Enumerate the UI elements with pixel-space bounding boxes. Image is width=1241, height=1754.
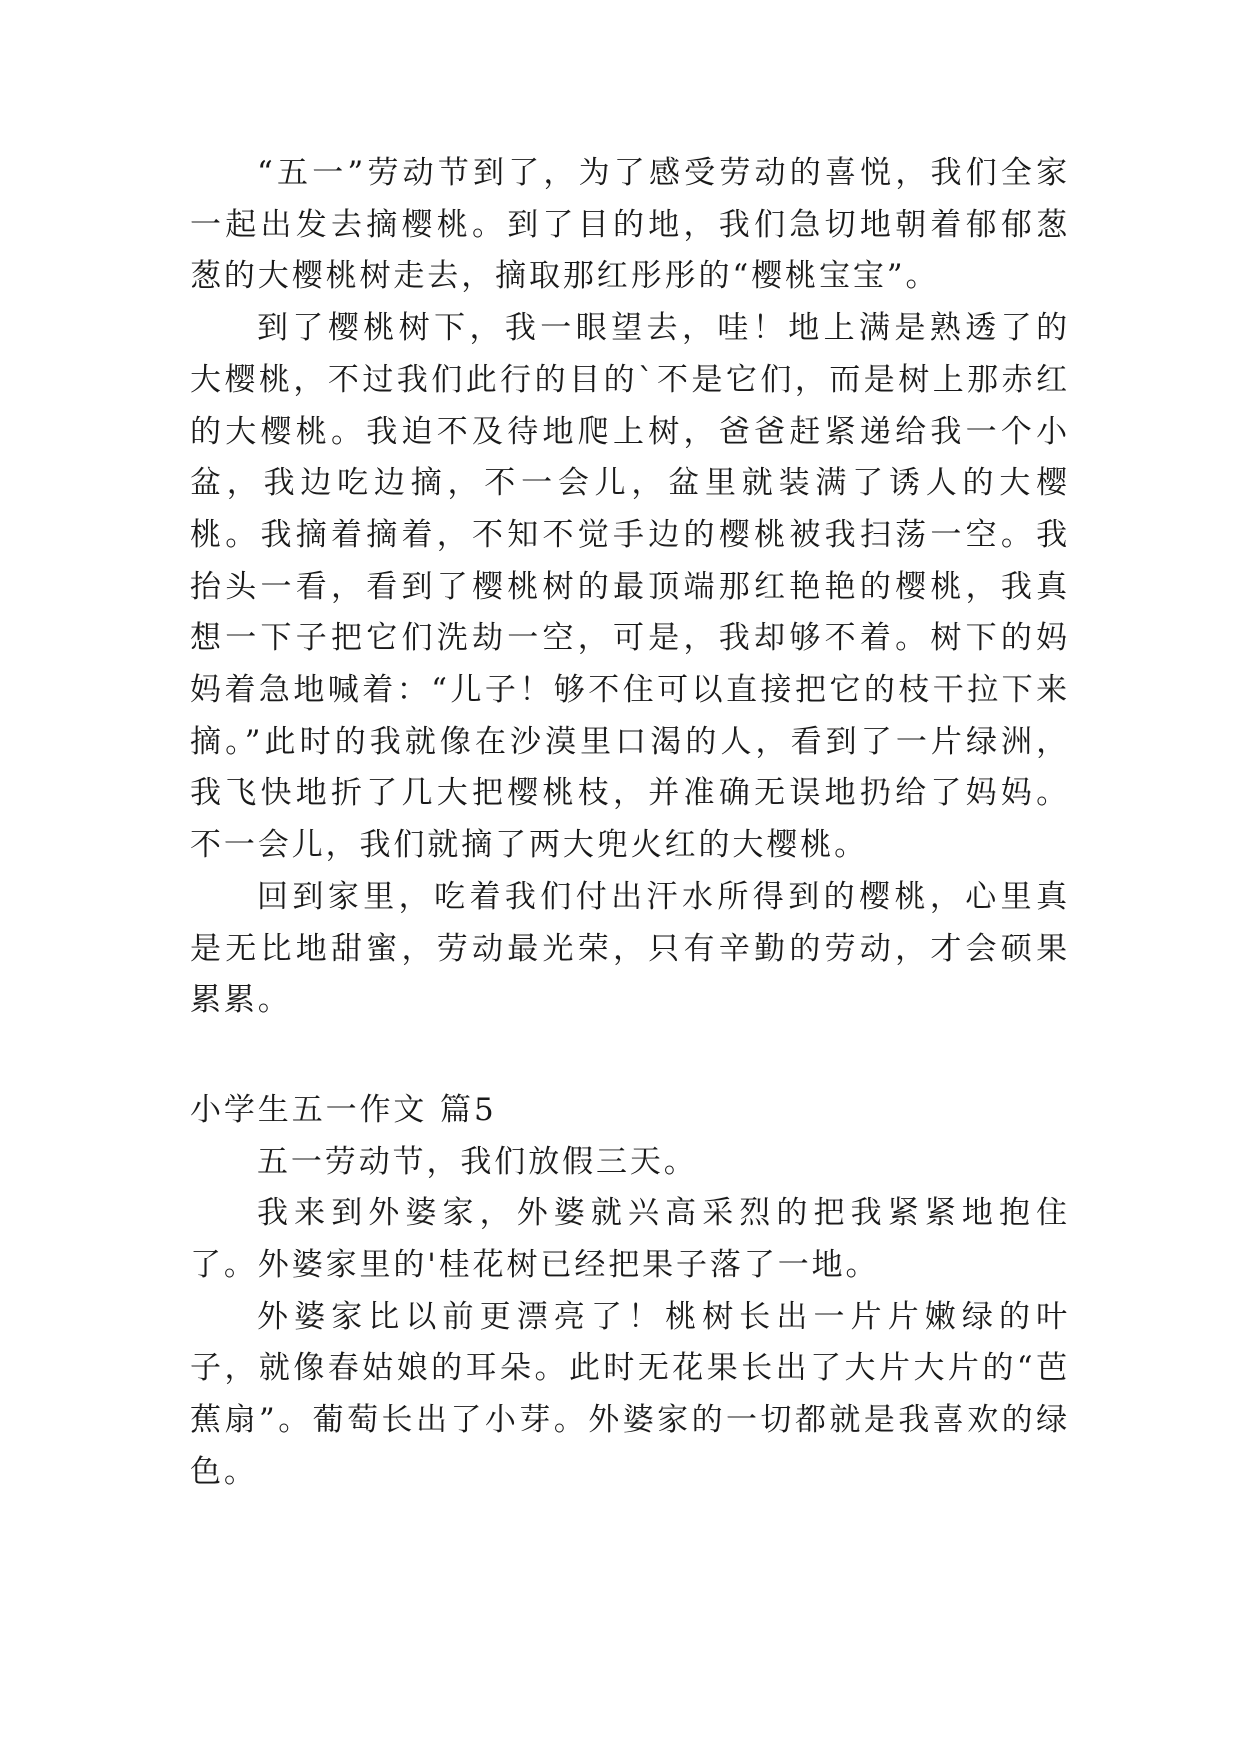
essay-title: 小学生五一作文 篇5	[190, 1091, 497, 1128]
paragraph-picking-cherries-intro: “五一”劳动节到了，为了感受劳动的喜悦，我们全家一起出发去摘樱桃。到了目的地，我们急切地朝着郁郁葱葱的大樱桃树走去，摘取那红彤彤的“樱桃宝宝”。	[190, 155, 1070, 295]
paragraph-green-garden: 外婆家比以前更漂亮了！桃树长出一片片嫩绿的叶子，就像春姑娘的耳朵。此时无花果长出了大片大片的“芭蕉扇”。葡萄长出了小芽。外婆家的一切都就是我喜欢的绿色。	[190, 1298, 1070, 1490]
paragraph-return-home: 回到家里，吃着我们付出汗水所得到的樱桃，心里真是无比地甜蜜，劳动最光荣，只有辛勤的劳动，才会硕果累累。	[190, 878, 1070, 1019]
paragraph-holiday: 五一劳动节，我们放假三天。	[257, 1143, 698, 1180]
document-page	[190, 148, 1070, 1499]
paragraph-cherry-tree: 到了樱桃树下，我一眼望去，哇！地上满是熟透了的大樱桃，不过我们此行的目的`不是它们，而是树上那赤红的大樱桃。我迫不及待地爬上树，爸爸赶紧递给我一个小盆，我边吃边摘，不一会儿，盆里就装满了诱人的大樱桃。我摘着摘着，不知不觉手边的樱桃被我扫荡一空。我抬头一看，看到了樱桃树的最顶端那红艳艳的樱桃，我真想一下子把它们洗劫一空，可是，我却够不着。树下的妈妈着急地喊着：“儿子！够不住可以直接把它的枝干拉下来摘。”此时的我就像在沙漠里口渴的人，看到了一片绿洲，我飞快地折了几大把樱桃枝，并准确无误地扔给了妈妈。不一会儿，我们就摘了两大兜火红的大樱桃。	[190, 310, 1070, 864]
paragraph-grandma-house: 我来到外婆家，外婆就兴高采烈的把我紧紧地抱住了。外婆家里的'桂花树已经把果子落了一地。	[190, 1195, 1070, 1284]
